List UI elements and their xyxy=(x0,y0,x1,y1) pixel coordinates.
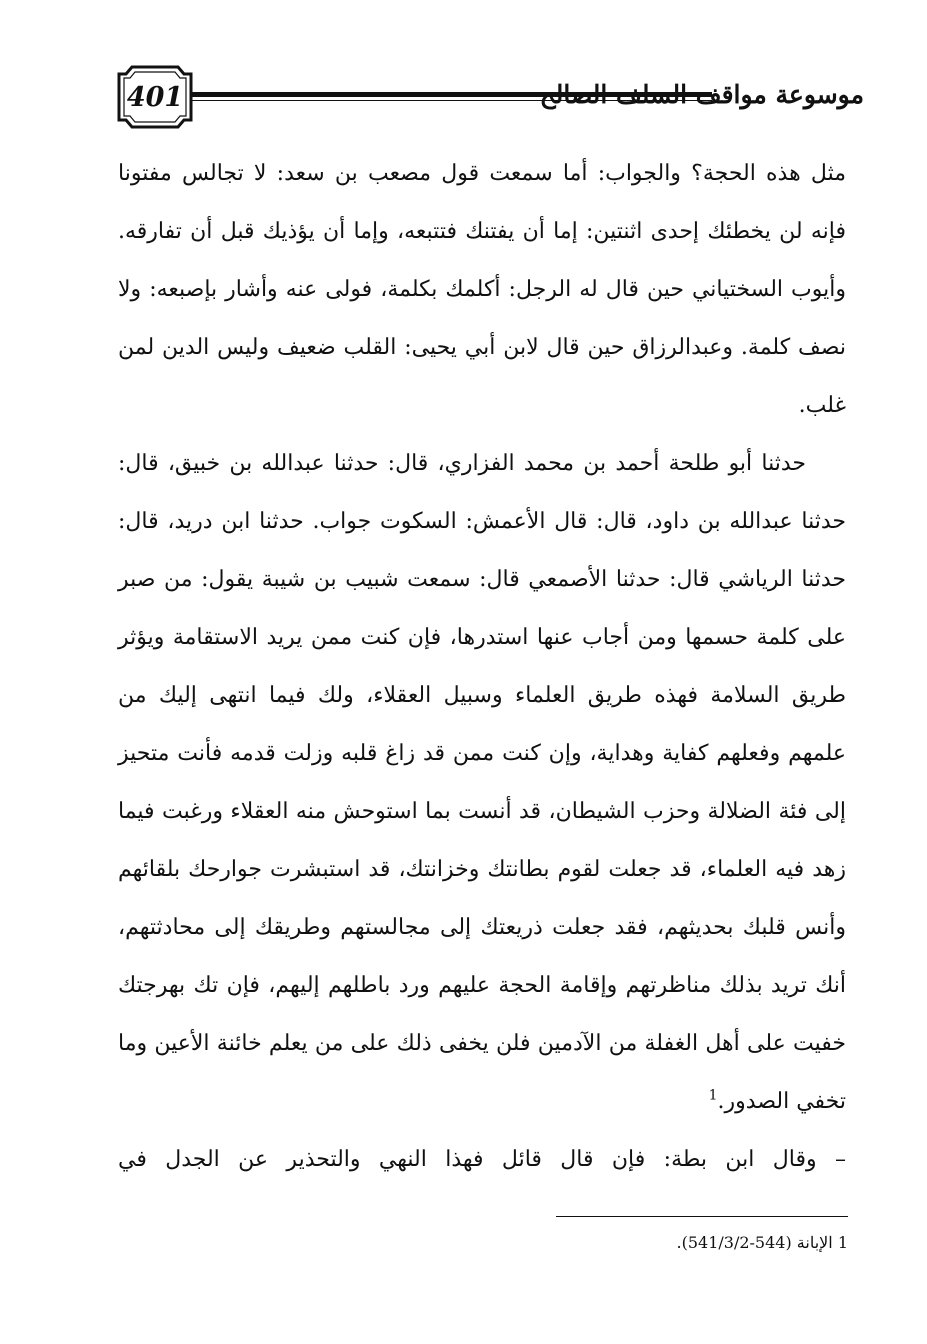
paragraph: – وقال ابن بطة: فإن قال قائل فهذا النهي والتحذير عن الجدل في xyxy=(118,1147,846,1172)
page-header xyxy=(114,62,864,132)
paragraph: مثل هذه الحجة؟ والجواب: أما سمعت قول مصعب بن سعد: لا تجالس مفتونا فإنه لن يخطئك إحدى اثنتين: إما أن يفتنك فتتبعه، وإما أن يؤذيك قبل أن تفارقه. وأيوب السختياني حين قال له الرجل: أكلمك بكلمة، فولى عنه وأشار بإصبعه: ولا نصف كلمة. وعبدالرزاق حين قال لابن أبي يحيى: القلب ضعيف وليس الدين لمن غلب. xyxy=(118,161,846,418)
paragraph-text: حدثنا أبو طلحة أحمد بن محمد الفزاري، قال: حدثنا عبدالله بن خبيق، قال: حدثنا عبدالله بن داود، قال: قال الأعمش: السكوت جواب. حدثنا ابن دريد، قال: حدثنا الرياشي قال: حدثنا الأصمعي قال: سمعت شبيب بن شيبة يقول: من صبر على كلمة حسمها ومن أجاب عنها استدرها، فإن كنت ممن يريد الاستقامة ويؤثر طريق السلامة فهذه طريق العلماء وسبيل العقلاء، ولك فيما انتهى إليك من علمهم وفعلهم كفاية وهداية، وإن كنت ممن قد زاغ قلبه وزلت قدمه فأنت متحيز إلى فئة الضلالة وحزب الشيطان، قد أنست بما استوحش منه العقلاء ورغبت فيما زهد فيه العلماء، قد جعلت لقوم بطانتك وخزانتك، قد استبشرت جوارحك بلقائهم وأنس قلبك بحديثهم، فقد جعلت ذريعتك إلى مجالستهم وطريقك إلى محادثتهم، أنك تريد بذلك مناظرتهم وإقامة الحجة عليهم ورد باطلهم إليهم، فإن تك بهرجتك خفيت على أهل الغفلة من الآدمين فلن يخفى ذلك على من يعلم خائنة الأعين وما تخفي الصدور. xyxy=(118,451,846,1114)
paragraph xyxy=(118,435,846,1131)
page-number: 401 xyxy=(126,81,184,113)
page-body xyxy=(118,145,846,1189)
book-title: موسوعة مواقف السلف الصالح xyxy=(539,80,864,109)
footnote-reference: 1 xyxy=(708,1087,718,1104)
footnote-separator xyxy=(556,1216,848,1217)
page-number-badge xyxy=(114,62,196,132)
footnote: 1 الإبانة (544-541/3/2). xyxy=(676,1233,848,1252)
